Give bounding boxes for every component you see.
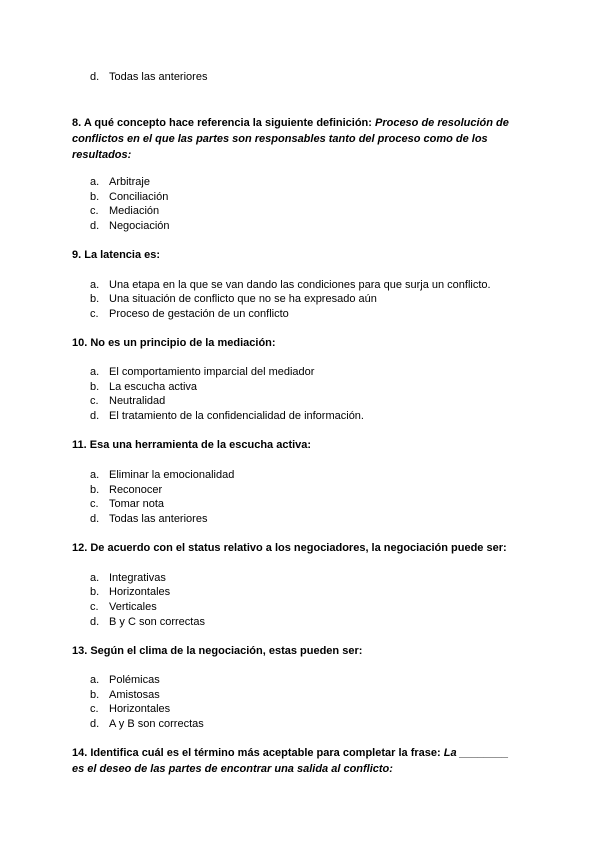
option-letter: d. [90, 718, 100, 730]
question-8-prefix: 8. A qué concepto hace referencia la siguiente definición: [72, 117, 375, 129]
option-text: Una etapa en la que se van dando las condiciones para que surja un conflicto. [109, 279, 491, 291]
q11-option-b [90, 483, 162, 497]
option-letter: c. [90, 205, 99, 217]
option-letter: a. [90, 572, 100, 584]
option-letter: c. [90, 395, 99, 407]
option-letter: b. [90, 293, 100, 305]
q10-option-c [90, 394, 165, 408]
option-text: A y B son correctas [109, 718, 204, 730]
option-letter: d. [90, 220, 100, 232]
option-text: Neutralidad [109, 395, 166, 407]
q8-option-b [90, 190, 168, 204]
q9-option-b [90, 292, 377, 306]
option-text: Polémicas [109, 674, 160, 686]
question-14 [72, 745, 517, 777]
option-letter: d. [90, 513, 100, 525]
q8-option-a [90, 175, 150, 189]
option-text: La escucha activa [109, 381, 198, 393]
q11-option-d [90, 512, 207, 526]
q12-option-d [90, 615, 205, 629]
option-text: Amistosas [109, 689, 160, 701]
q11-option-a [90, 468, 234, 482]
question-14-prefix: 14. Identifica cuál es el término más aceptable para completar la frase: [72, 747, 444, 759]
question-11: 11. Esa una herramienta de la escucha activa: [72, 439, 312, 451]
option-letter: a. [90, 469, 100, 481]
option-letter: d. [90, 616, 100, 628]
option-text: Reconocer [109, 484, 163, 496]
option-letter: a. [90, 176, 100, 188]
option-letter: a. [90, 279, 100, 291]
option-letter: d. [90, 410, 100, 422]
q10-option-a [90, 365, 314, 379]
question-8 [72, 115, 522, 163]
option-text: Todas las anteriores [109, 71, 208, 83]
question-14-definition: La ________ es el deseo de las partes de encontrar una salida al conflicto: [72, 747, 509, 775]
option-text: Mediación [109, 205, 160, 217]
option-letter: c. [90, 308, 99, 320]
q8-option-d [90, 219, 170, 233]
q9-option-a [90, 278, 491, 292]
option-letter: b. [90, 689, 100, 701]
q12-option-a [90, 571, 166, 585]
option-text: Todas las anteriores [109, 513, 208, 525]
q11-option-c [90, 497, 164, 511]
option-text: B y C son correctas [109, 616, 205, 628]
option-letter: a. [90, 674, 100, 686]
option-letter: c. [90, 703, 99, 715]
q10-option-d [90, 409, 364, 423]
option-text: Eliminar la emocionalidad [109, 469, 235, 481]
option-text: Proceso de gestación de un conflicto [109, 308, 289, 320]
option-text: Arbitraje [109, 176, 150, 188]
option-text: Conciliación [109, 191, 169, 203]
option-text: Una situación de conflicto que no se ha expresado aún [109, 293, 377, 305]
option-text: El tratamiento de la confidencialidad de información. [109, 410, 364, 422]
q12-option-c [90, 600, 157, 614]
q13-option-d [90, 717, 204, 731]
option-letter: b. [90, 586, 100, 598]
option-letter: c. [90, 498, 99, 510]
option-letter: b. [90, 191, 100, 203]
question-9: 9. La latencia es: [72, 249, 161, 261]
option-letter: c. [90, 601, 99, 613]
option-letter: b. [90, 381, 100, 393]
q13-option-a [90, 673, 160, 687]
option-text: Horizontales [109, 703, 171, 715]
option-text: Integrativas [109, 572, 166, 584]
option-letter: a. [90, 366, 100, 378]
q13-option-b [90, 688, 160, 702]
q10-option-b [90, 380, 197, 394]
q13-option-c [90, 702, 170, 716]
q8-option-c [90, 204, 159, 218]
question-12: 12. De acuerdo con el status relativo a los negociadores, la negociación puede ser: [72, 542, 507, 554]
option-text: Verticales [109, 601, 157, 613]
question-10: 10. No es un principio de la mediación: [72, 337, 276, 349]
option-text: Tomar nota [109, 498, 165, 510]
option-top-d [90, 70, 207, 84]
option-text: Horizontales [109, 586, 171, 598]
q12-option-b [90, 585, 170, 599]
option-text: El comportamiento imparcial del mediador [109, 366, 315, 378]
option-letter: d. [90, 71, 100, 83]
option-text: Negociación [109, 220, 170, 232]
q9-option-c [90, 307, 289, 321]
question-13: 13. Según el clima de la negociación, estas pueden ser: [72, 645, 363, 657]
option-letter: b. [90, 484, 100, 496]
question-8-definition: Proceso de resolución de conflictos en el que las partes son responsables tanto del proceso como de los resultados: [72, 117, 509, 161]
